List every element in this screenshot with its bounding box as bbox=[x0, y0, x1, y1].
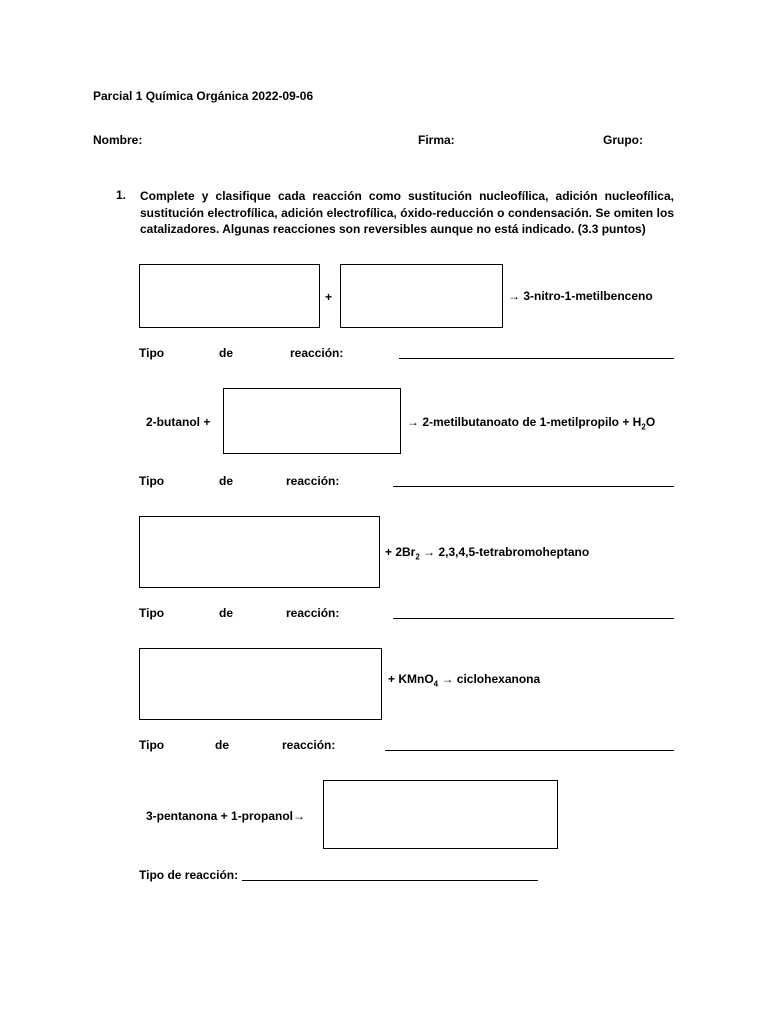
answer-box-r4[interactable] bbox=[139, 648, 382, 720]
nombre-label: Nombre: bbox=[93, 133, 143, 147]
grupo-label: Grupo: bbox=[603, 133, 643, 147]
answer-box-r3[interactable] bbox=[139, 516, 380, 588]
reaccion-word: reacción: bbox=[286, 474, 340, 488]
r5-reactants: 3-pentanona + 1-propanol→ bbox=[146, 809, 306, 823]
r2-product-sub: 2 bbox=[641, 422, 646, 432]
de-word: de bbox=[219, 474, 234, 488]
answer-line-r4[interactable] bbox=[385, 750, 674, 751]
tipo-de-reaccion-label: Tipo de reacción: bbox=[139, 868, 239, 882]
r2-product-end: O bbox=[645, 415, 656, 429]
r4-reagent bbox=[388, 672, 541, 689]
answer-line-r1[interactable] bbox=[399, 358, 674, 359]
r1-product: → 3-nitro-1-metilbenceno bbox=[508, 289, 653, 303]
answer-line-r2[interactable] bbox=[393, 486, 674, 487]
tipo-word: Tipo bbox=[139, 606, 165, 620]
r2-product-main: → 2-metilbutanoato de 1-metilpropilo + H bbox=[407, 415, 642, 429]
reaccion-word: reacción: bbox=[290, 346, 344, 360]
plus-sign: + bbox=[325, 290, 333, 304]
question-number: 1. bbox=[116, 188, 127, 202]
tipo-word: Tipo bbox=[139, 346, 165, 360]
question-text: Complete y clasifique cada reacción como sustitución nucleofílica, adición nucleofílica, sustitución electrofílica, adición electrofílica, óxido-reducción o condensación. Se omiten los catalizadores. Algunas reacciones son reversibles aunque no está indicado. (3.3 puntos) bbox=[140, 189, 674, 236]
answer-box-r5[interactable] bbox=[323, 780, 558, 849]
page-title: Parcial 1 Química Orgánica 2022-09-06 bbox=[93, 89, 314, 103]
de-word: de bbox=[219, 606, 234, 620]
reaccion-word: reacción: bbox=[286, 606, 340, 620]
reaccion-word: reacción: bbox=[282, 738, 336, 752]
tipo-word: Tipo bbox=[139, 738, 165, 752]
r3-product: → 2,3,4,5-tetrabromoheptano bbox=[419, 545, 590, 559]
r3-reagent bbox=[385, 545, 590, 562]
answer-line-r3[interactable] bbox=[393, 618, 674, 619]
r4-reagent-pre: + KMnO bbox=[388, 672, 434, 686]
r2-reactant: 2-butanol + bbox=[146, 415, 211, 429]
answer-box-r1-reactant-a[interactable] bbox=[139, 264, 320, 328]
r3-reagent-sub: 2 bbox=[415, 552, 420, 562]
r3-reagent-pre: + 2Br bbox=[385, 545, 416, 559]
answer-line-r5[interactable] bbox=[242, 880, 538, 881]
r4-product: → ciclohexanona bbox=[438, 672, 541, 686]
r4-reagent-sub: 4 bbox=[433, 679, 439, 689]
firma-label: Firma: bbox=[418, 133, 455, 147]
tipo-word: Tipo bbox=[139, 474, 165, 488]
answer-box-r2[interactable] bbox=[223, 388, 401, 454]
de-word: de bbox=[219, 346, 234, 360]
de-word: de bbox=[215, 738, 230, 752]
answer-box-r1-reactant-b[interactable] bbox=[340, 264, 503, 328]
r2-product bbox=[407, 415, 656, 432]
